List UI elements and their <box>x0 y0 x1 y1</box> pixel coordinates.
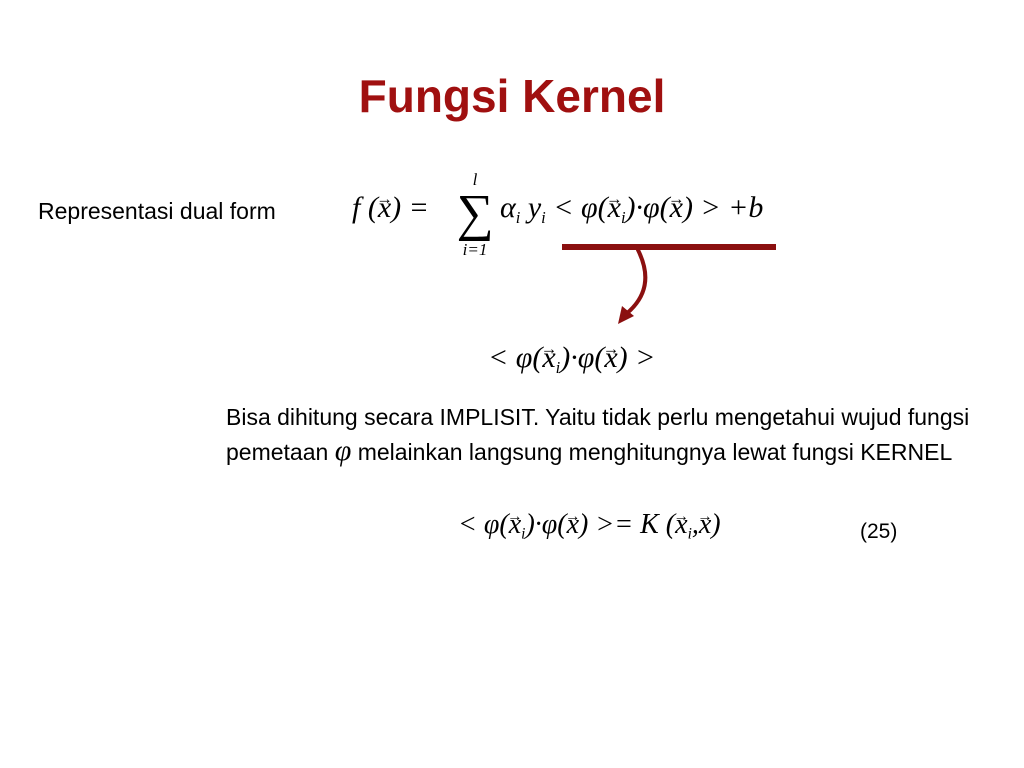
dual-form-label: Representasi dual form <box>38 198 276 224</box>
kernel-mid: )·φ( <box>525 509 567 540</box>
formula-main-lhs <box>352 188 429 228</box>
kernel-comma: , <box>691 509 699 540</box>
xi-vector: → x <box>608 188 621 228</box>
lhs-close: ) = <box>391 191 429 224</box>
explanation-text <box>226 400 1016 470</box>
y-symbol: y <box>527 191 542 224</box>
sum-symbol: ∑ <box>456 185 494 242</box>
summation <box>452 170 498 264</box>
xi-vector: → x <box>509 506 521 544</box>
inner-close: ) > <box>617 341 656 374</box>
formula-main-rhs <box>500 188 763 238</box>
xi-subscript-2: i <box>687 525 692 543</box>
xi-vector: → x <box>542 338 555 378</box>
phi-symbol: φ <box>334 434 352 467</box>
sum-lower-limit: i=1 <box>462 240 488 259</box>
x-vector: → x <box>604 338 617 378</box>
xi-subscript: i <box>620 207 626 227</box>
formula-kernel <box>458 506 721 553</box>
x-vector-2: → x <box>670 188 683 228</box>
xi-vector-2: → x <box>675 506 687 544</box>
kernel-eq: ) >= K ( <box>579 509 676 540</box>
inner-tail: ) > +b <box>682 191 764 224</box>
slide-title: Fungsi Kernel <box>358 70 666 122</box>
inner-open: < φ( <box>488 341 543 374</box>
inner-mid: )·φ( <box>560 341 605 374</box>
xi-subscript: i <box>555 357 561 377</box>
explanation-part1: Bisa dihitung secara IMPLISIT. Yaitu tidak perlu mengetahui wujud fungsi pemetaan <box>226 404 970 465</box>
formula-inner-product <box>488 338 655 388</box>
y-subscript: i <box>541 207 546 227</box>
alpha-symbol: α <box>500 191 516 224</box>
x-vector: → x <box>378 188 391 228</box>
sum-upper-limit: l <box>472 170 478 189</box>
inner-mid: )·φ( <box>625 191 670 224</box>
inner-open: < φ( <box>553 191 608 224</box>
f-of: f ( <box>352 191 378 224</box>
alpha-subscript: i <box>515 207 521 227</box>
kernel-open: < φ( <box>458 509 509 540</box>
curved-arrow-icon <box>600 244 680 334</box>
x-vector: → x <box>567 506 579 544</box>
xi-subscript: i <box>521 525 526 543</box>
explanation-part2: melainkan langsung menghitungnya lewat fungsi KERNEL <box>357 439 953 465</box>
equation-number: (25) <box>860 520 898 543</box>
x-vector-2: → x <box>699 506 711 544</box>
kernel-close: ) <box>711 509 721 540</box>
